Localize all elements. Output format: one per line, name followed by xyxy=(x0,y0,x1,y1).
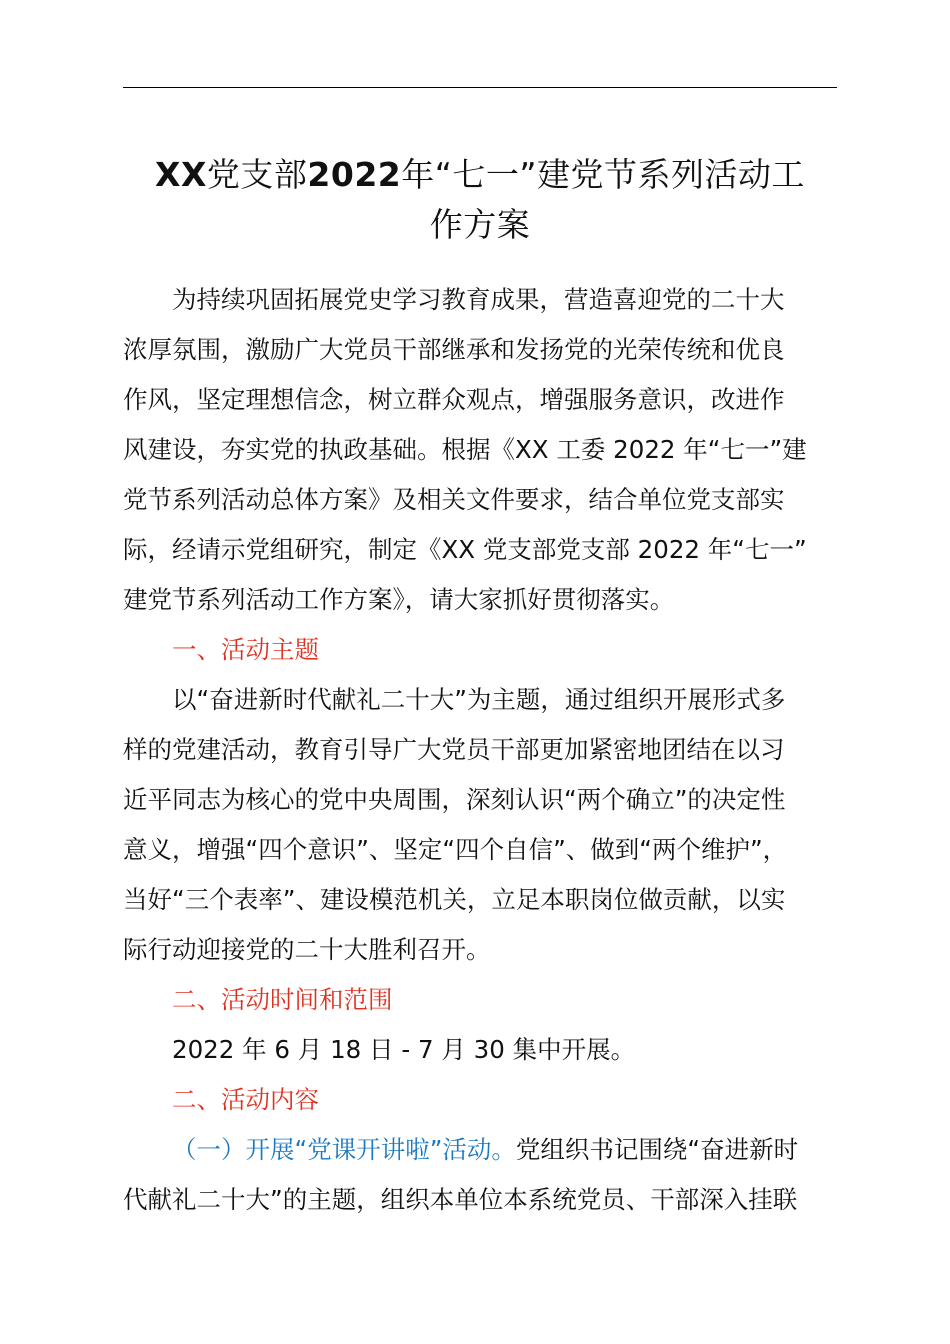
section-heading-theme xyxy=(123,625,837,675)
text-line: 际行动迎接党的二十大胜利召开。 xyxy=(123,935,491,964)
text-line: 际，经请示党组研究，制定《XX 党支部党支部 2022 年“七一” xyxy=(123,535,807,564)
text-line: 浓厚氛围，激励广大党员干部继承和发扬党的光荣传统和优良 xyxy=(123,335,785,364)
text-line: 代献礼二十大”的主题，组织本单位本系统党员、干部深入挂联 xyxy=(123,1185,798,1214)
section-heading-time-scope xyxy=(123,975,837,1025)
heading-text: 一、活动主题 xyxy=(172,635,319,664)
text-line: 当好“三个表率”、建设模范机关，立足本职岗位做贡献，以实 xyxy=(123,885,786,914)
text-line: 党节系列活动总体方案》及相关文件要求，结合单位党支部实 xyxy=(123,485,785,514)
title-line-1 xyxy=(155,155,805,194)
text-line: 建党节系列活动工作方案》，请大家抓好贯彻落实。 xyxy=(123,585,675,614)
header-rule xyxy=(123,87,837,88)
text-line: 意义，增强“四个意识”、坚定“四个自信”、做到“两个维护”， xyxy=(123,835,788,864)
subsection-paragraph xyxy=(123,1125,837,1225)
title-line-2: 作方案 xyxy=(429,205,531,244)
subsection-heading: （一）开展“党课开讲啦”活动。 xyxy=(172,1135,516,1164)
theme-paragraph xyxy=(123,675,837,975)
text-line: 近平同志为核心的党中央周围，深刻认识“两个确立”的决定性 xyxy=(123,785,786,814)
heading-text: 二、活动内容 xyxy=(172,1085,319,1114)
intro-paragraph xyxy=(123,275,837,625)
heading-text: 二、活动时间和范围 xyxy=(172,985,393,1014)
title-part4: 年“七一”建党节系列活动工 xyxy=(401,155,805,194)
time-paragraph xyxy=(123,1025,837,1075)
section-heading-content xyxy=(123,1075,837,1125)
title-prefix: XX xyxy=(155,155,207,194)
subsection-text: 党组织书记围绕“奋进新时 xyxy=(515,1135,799,1164)
title-part2: 党支部 xyxy=(206,155,308,194)
text-line: 2022 年 6 月 18 日 - 7 月 30 集中开展。 xyxy=(172,1035,636,1064)
text-line: 以“奋进新时代献礼二十大”为主题，通过组织开展形式多 xyxy=(172,685,786,714)
text-line: 为持续巩固拓展党史学习教育成果，营造喜迎党的二十大 xyxy=(172,285,785,314)
document-body xyxy=(123,275,837,1225)
title-year: 2022 xyxy=(307,155,402,194)
text-line: 风建设，夯实党的执政基础。根据《XX 工委 2022 年“七一”建 xyxy=(123,435,807,464)
text-line: 作风，坚定理想信念，树立群众观点，增强服务意识，改进作 xyxy=(123,385,785,414)
text-line xyxy=(123,1125,837,1175)
text-line: 样的党建活动，教育引导广大党员干部更加紧密地团结在以习 xyxy=(123,735,785,764)
document-title xyxy=(123,150,837,250)
